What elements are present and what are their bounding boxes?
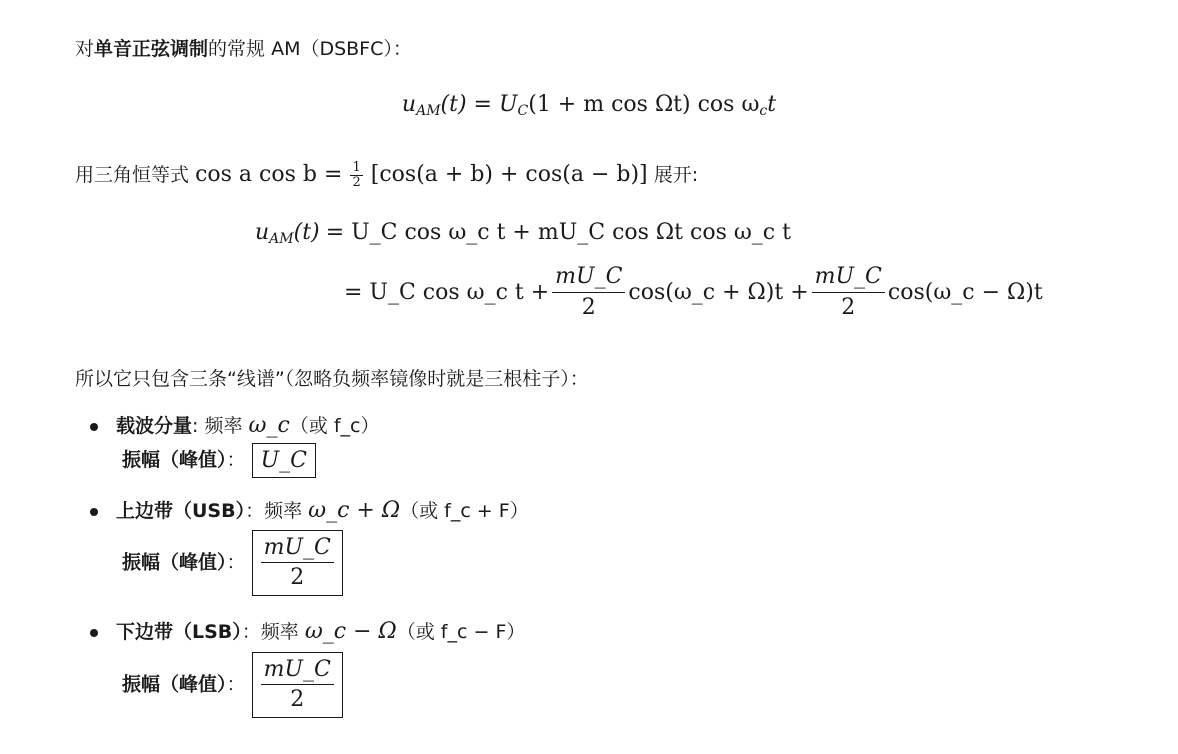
bullet-dot <box>90 423 98 431</box>
component-name: 上边带（USB） <box>116 500 246 522</box>
component-name: 载波分量 <box>116 415 193 437</box>
freq-label: ：频率 <box>241 621 299 643</box>
component-name: 下边带（LSB） <box>116 621 242 643</box>
amp-box <box>252 652 343 718</box>
half-fraction <box>350 161 362 191</box>
expand-line1-rhs: = U_C cos ω_c t + mU_C cos Ωt cos ω_c t <box>325 220 791 245</box>
component-lsb <box>90 617 525 644</box>
summary-line: 所以它只包含三条“线谱”（忽略负频率镜像时就是三根柱子）： <box>75 368 589 390</box>
intro-bold: 单音正弦调制 <box>94 38 209 60</box>
expand-frac1-den: 2 <box>581 294 596 320</box>
freq-value: ω_c + Ω <box>308 498 401 523</box>
amp-label: 振幅（峰值） <box>122 449 227 471</box>
freq-value: ω_c − Ω <box>304 619 397 644</box>
carrier-amplitude: 振幅（峰值）： U_C <box>122 443 316 478</box>
bullet-dot <box>90 629 98 637</box>
expand-line2-a: = U_C cos ω_c t + <box>344 279 550 305</box>
expand-lhs-arg: (t) <box>293 220 320 245</box>
eq1-arg: (t) = U <box>440 92 518 117</box>
amp-num: mU_C <box>261 535 334 563</box>
amp-label: 振幅（峰值） <box>122 551 227 574</box>
expand-fraction-1 <box>552 264 625 320</box>
trig-line <box>75 160 698 190</box>
am-equation <box>0 92 1178 119</box>
eq1-tail: t <box>767 92 777 117</box>
freq-value: ω_c <box>248 413 290 438</box>
trig-formula-left: cos a cos b = <box>195 162 343 187</box>
freq-label: : 频率 <box>192 415 243 437</box>
amp-num: mU_C <box>261 657 334 685</box>
trig-formula-right: [cos(a + b) + cos(a − b)] <box>370 162 648 187</box>
amp-fraction <box>261 535 334 591</box>
freq-alt: （或 f_c − F） <box>396 621 526 643</box>
expand-line2-c: cos(ω_c − Ω)t <box>887 279 1043 305</box>
amp-den: 2 <box>290 565 305 591</box>
lsb-amplitude: 振幅（峰值）： $\frac{mU\_C}{2}$ <box>122 652 343 718</box>
amp-box <box>252 530 343 596</box>
amp-den: 2 <box>290 687 305 713</box>
expand-line2-b: cos(ω_c + Ω)t + <box>628 279 809 305</box>
half-num: 1 <box>352 159 361 175</box>
trig-suffix: 展开: <box>653 164 699 186</box>
amp-fraction <box>261 657 334 713</box>
expand-frac1-num: mU_C <box>552 264 625 292</box>
half-den: 2 <box>352 175 361 190</box>
expand-frac2-den: 2 <box>841 294 856 320</box>
eq1-uc-sub: C <box>517 103 529 119</box>
freq-alt: （或 f_c + F） <box>400 500 529 522</box>
component-usb <box>90 496 529 523</box>
expand-frac2-num: mU_C <box>812 264 885 292</box>
expand-line-1 <box>255 220 791 247</box>
expand-fraction-2 <box>812 264 885 320</box>
freq-alt: （或 f_c） <box>289 415 380 437</box>
intro-suffix: 的常规 AM（DSBFC）： <box>208 38 412 60</box>
trig-prefix: 用三角恒等式 <box>75 164 190 186</box>
usb-amplitude: 振幅（峰值）： $\frac{mU\_C}{2}$ <box>122 530 343 596</box>
intro-prefix: 对 <box>75 38 95 60</box>
eq1-lhs: u <box>401 92 417 117</box>
bullet-dot <box>90 508 98 516</box>
expand-lhs-sub: AM <box>269 231 294 247</box>
amp-label: 振幅（峰值） <box>122 673 227 696</box>
amp-value: U_C <box>260 448 307 473</box>
eq1-lhs-sub: AM <box>416 103 441 119</box>
amp-box <box>252 443 316 478</box>
component-carrier <box>90 411 379 438</box>
intro-line <box>75 34 412 61</box>
eq1-wc-sub: c <box>759 103 768 119</box>
expand-lhs: u <box>255 220 270 245</box>
expand-line-2 <box>344 262 1043 322</box>
freq-label: ：频率 <box>245 500 303 522</box>
eq1-rhs: (1 + m cos Ωt) cos ω <box>528 92 760 117</box>
